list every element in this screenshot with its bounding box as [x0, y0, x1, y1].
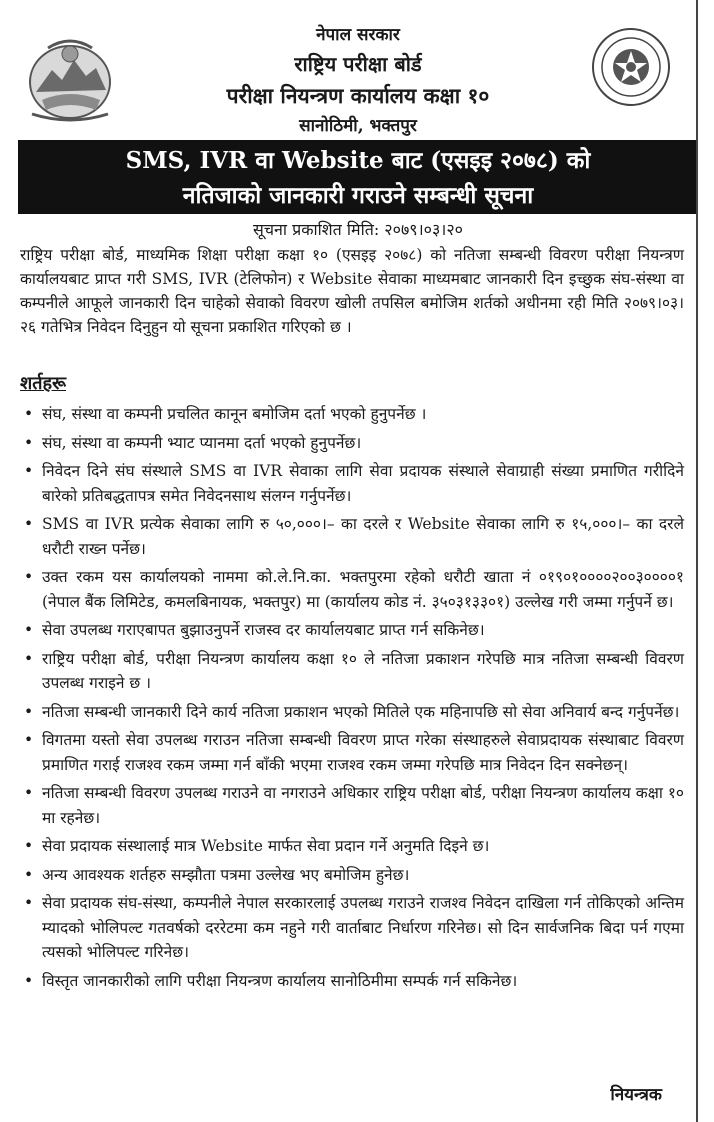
condition-text: नतिजा सम्बन्धी विवरण उपलब्ध गराउने वा नगराउने अधिकार राष्ट्रिय परीक्षा बोर्ड, परीक्षा नियन्त्रण कार्यालय कक्षा १० मा रहनेछ। [42, 784, 684, 827]
bullet-icon: • [24, 515, 34, 533]
condition-text: सेवा प्रदायक संस्थालाई मात्र Website मार्फत सेवा प्रदान गर्ने अनुमति दिइने छ। [42, 837, 490, 855]
condition-text: संघ, संस्था वा कम्पनी प्रचलित कानून बमोजिम दर्ता भएको हुनुपर्नेछ । [42, 405, 427, 423]
condition-text: विगतमा यस्तो सेवा उपलब्ध गराउन नतिजा सम्बन्धी विवरण प्राप्त गरेका संस्थाहरुले सेवाप्रदायक संस्थाबाट विवरण प्रमाणित गराई राजश्व रकम जम्मा गर्न बाँकी भएमा राजश्व रकम जम्मा गरेपछि मात्र निवेदन दिन सक्नेछन्। [42, 731, 684, 774]
condition-text: उक्त रकम यस कार्यालयको नाममा को.ले.नि.का. भक्तपुरमा रहेको धरौटी खाता नं ०१९०१००००२००३००००१ (नेपाल बैंक लिमिटेड, कमलबिनायक, भक्तपुर) मा (कार्यालय कोड नं. ३५०३१३३०१) उल्लेख गरी जम्मा गर्नुपर्ने छ। [42, 568, 684, 611]
page-edge-border [696, 0, 698, 1122]
banner-title-line2: नतिजाको जानकारी गराउने सम्बन्धी सूचना [182, 182, 534, 209]
condition-text: सेवा उपलब्ध गराएबापत बुझाउनुपर्ने राजस्व दर कार्यालयबाट प्राप्त गर्न सकिनेछ। [42, 621, 485, 639]
condition-text: संघ, संस्था वा कम्पनी भ्याट प्यानमा दर्ता भएको हुनुपर्नेछ। [42, 433, 362, 452]
condition-item [22, 863, 684, 888]
published-date: सूचना प्रकाशित मिति: २०७९।०३।२० [253, 220, 463, 239]
notice-title-banner [18, 140, 698, 214]
bullet-icon: • [24, 462, 34, 480]
condition-item [22, 834, 684, 859]
condition-text: राष्ट्रिय परीक्षा बोर्ड, परीक्षा नियन्त्रण कार्यालय कक्षा १० ले नतिजा प्रकाशन गरेपछि मात्र नतिजा सम्बन्धी विवरण उपलब्ध गराइने छ । [42, 649, 684, 692]
condition-item [22, 969, 684, 994]
office-name: परीक्षा नियन्त्रण कार्यालय कक्षा १० [226, 83, 490, 108]
office-address: सानोठिमी, भक्तपुर [299, 116, 417, 136]
condition-text: SMS वा IVR प्रत्येक सेवाका लागि रु ५०,०००।– का दरले र Website सेवाका लागि रु १५,०००।– का दरले धरौटी राख्न पर्नेछ। [42, 515, 684, 558]
condition-item [22, 781, 684, 830]
bullet-icon: • [24, 649, 34, 668]
bullet-icon: • [24, 731, 34, 749]
condition-item [22, 891, 684, 965]
conditions-heading: शर्तहरू [20, 373, 67, 394]
condition-item [22, 459, 684, 508]
condition-item [22, 431, 684, 456]
condition-item [22, 700, 684, 725]
conditions-list [22, 402, 684, 997]
intro-paragraph: राष्ट्रिय परीक्षा बोर्ड, माध्यमिक शिक्षा परीक्षा कक्षा १० (एसइइ २०७८) को नतिजा सम्बन्धी विवरण परीक्षा नियन्त्रण कार्यालयबाट प्राप्त गरी SMS, IVR (टेलिफोन) र Website सेवाका माध्यमबाट जानकारी दिन इच्छुक संघ-संस्था वा कम्पनीले आफूले जानकारी दिन चाहेको सेवाको विवरण खोली तपसिल बमोजिम शर्तको अधीनमा रही मिति २०७९।०३।२६ गतेभित्र निवेदन दिनुहुन यो सूचना प्रकाशित गरिएको छ । [20, 246, 684, 336]
condition-text: सेवा प्रदायक संघ-संस्था, कम्पनीले नेपाल सरकारलाई उपलब्ध गराउने राजश्व निवेदन दाखिला गर्न तोकिएको अन्तिम म्यादको भोलिपल्ट गतवर्षको दररेटमा कम नहुने गरी वार्ताबाट निर्धारण गरिनेछ। सो दिन सार्वजनिक बिदा पर्न गएमा त्यसको भोलिपल्ट गरिनेछ। [42, 894, 684, 961]
signature-title: नियन्त्रक [610, 1085, 662, 1105]
bullet-icon: • [24, 894, 34, 912]
bullet-icon: • [24, 784, 34, 802]
bullet-icon: • [24, 568, 34, 586]
government-name: नेपाल सरकार [316, 25, 400, 45]
bullet-icon: • [24, 702, 34, 721]
bullet-icon: • [24, 971, 34, 990]
notice-page [18, 0, 698, 1122]
condition-item [22, 728, 684, 777]
condition-item [22, 647, 684, 696]
bullet-icon: • [24, 837, 34, 855]
condition-text: निवेदन दिने संघ संस्थाले SMS वा IVR सेवाका लागि सेवा प्रदायक संस्थाले सेवाग्राही संख्या प्रमाणित गरीदिने बारेको प्रतिबद्धतापत्र समेत निवेदनसाथ संलग्न गर्नुपर्नेछ। [42, 462, 684, 505]
bullet-icon: • [24, 865, 34, 884]
condition-item [22, 618, 684, 643]
condition-text: नतिजा सम्बन्धी जानकारी दिने कार्य नतिजा प्रकाशन भएको मितिले एक महिनापछि सो सेवा अनिवार्य बन्द गर्नुपर्नेछ। [42, 702, 680, 721]
condition-item [22, 402, 684, 427]
board-seal-icon [590, 26, 672, 108]
bullet-icon: • [24, 433, 34, 452]
bullet-icon: • [24, 405, 34, 423]
notice-header [18, 0, 698, 140]
condition-item [22, 512, 684, 561]
banner-title-line1: SMS, IVR वा Website बाट (एसइइ २०७८) को [125, 147, 591, 174]
bullet-icon: • [24, 621, 34, 639]
condition-item [22, 565, 684, 614]
board-name: राष्ट्रिय परीक्षा बोर्ड [294, 52, 422, 76]
condition-text: अन्य आवश्यक शर्तहरु सम्झौता पत्रमा उल्लेख भए बमोजिम हुनेछ। [42, 865, 410, 884]
condition-text: विस्तृत जानकारीको लागि परीक्षा नियन्त्रण कार्यालय सानोठिमीमा सम्पर्क गर्न सकिनेछ। [42, 971, 518, 990]
